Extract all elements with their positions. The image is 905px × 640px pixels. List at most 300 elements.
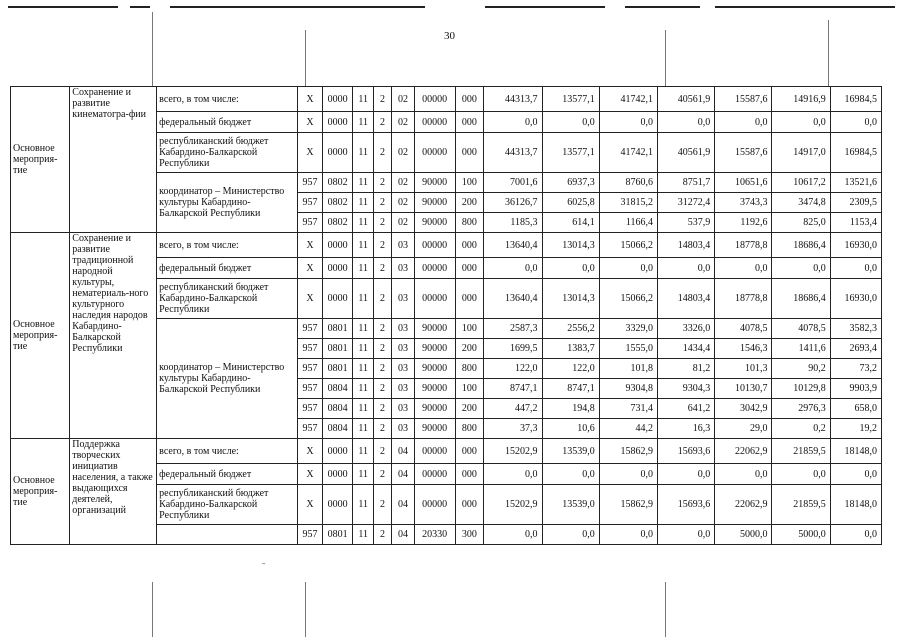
value-cell: 14916,9 [772,87,830,112]
value-cell: 3474,8 [772,193,830,213]
code-cell-rz: 0000 [322,439,353,464]
code-cell-grbs: X [298,439,323,464]
code-cell-grbs: X [298,464,323,485]
value-cell: 1699,5 [484,339,542,359]
code-cell-a: 11 [353,87,373,112]
code-cell-rz: 0000 [322,279,353,319]
code-cell-d: 90000 [414,379,455,399]
code-cell-b: 2 [373,439,391,464]
value-cell: 13577,1 [542,87,599,112]
value-cell: 1185,3 [484,213,542,233]
code-cell-b: 2 [373,399,391,419]
scan-top-line [715,6,895,8]
code-cell-b: 2 [373,339,391,359]
code-cell-b: 2 [373,525,391,545]
value-cell: 0,0 [658,525,715,545]
value-cell: 4078,5 [715,319,772,339]
code-cell-grbs: 957 [298,213,323,233]
value-cell: 0,0 [830,258,881,279]
code-cell-grbs: 957 [298,173,323,193]
code-cell-grbs: X [298,133,323,173]
page-number: 30 [444,30,455,42]
code-cell-a: 11 [353,319,373,339]
value-cell: 9903,9 [830,379,881,399]
value-cell: 18686,4 [772,279,830,319]
column-trace [828,20,829,86]
code-cell-b: 2 [373,419,391,439]
scan-top-line [130,6,150,8]
value-cell: 16984,5 [830,87,881,112]
value-cell: 641,2 [658,399,715,419]
measure-name-cell: Сохранение и развитие кинематогра-фии [70,87,157,233]
code-cell-vr: 000 [455,87,484,112]
table-row [11,233,882,258]
code-cell-vr: 200 [455,339,484,359]
table-row [11,87,882,112]
code-cell-a: 11 [353,339,373,359]
code-cell-grbs: 957 [298,193,323,213]
value-cell: 90,2 [772,359,830,379]
value-cell: 0,2 [772,419,830,439]
code-cell-c: 03 [392,279,414,319]
code-cell-grbs: 957 [298,525,323,545]
value-cell: 37,3 [484,419,542,439]
funding-source-cell: всего, в том числе: [157,233,298,258]
value-cell: 15862,9 [599,485,657,525]
measure-type-cell: Основное мероприя-тие [11,233,70,439]
code-cell-grbs: X [298,87,323,112]
value-cell: 10651,6 [715,173,772,193]
code-cell-d: 20330 [414,525,455,545]
value-cell: 1153,4 [830,213,881,233]
value-cell: 1166,4 [599,213,657,233]
code-cell-rz: 0804 [322,399,353,419]
value-cell: 31272,4 [658,193,715,213]
column-trace [152,582,153,637]
value-cell: 16,3 [658,419,715,439]
value-cell: 40561,9 [658,87,715,112]
code-cell-d: 90000 [414,359,455,379]
code-cell-a: 11 [353,213,373,233]
value-cell: 0,0 [484,525,542,545]
code-cell-d: 00000 [414,133,455,173]
code-cell-c: 03 [392,258,414,279]
code-cell-b: 2 [373,258,391,279]
value-cell: 13539,0 [542,439,599,464]
value-cell: 81,2 [658,359,715,379]
code-cell-vr: 200 [455,193,484,213]
code-cell-c: 03 [392,339,414,359]
code-cell-c: 02 [392,112,414,133]
code-cell-rz: 0000 [322,464,353,485]
code-cell-vr: 800 [455,359,484,379]
value-cell: 22062,9 [715,439,772,464]
value-cell: 0,0 [599,112,657,133]
value-cell: 0,0 [830,525,881,545]
code-cell-b: 2 [373,193,391,213]
code-cell-vr: 300 [455,525,484,545]
value-cell: 537,9 [658,213,715,233]
code-cell-vr: 000 [455,133,484,173]
code-cell-d: 00000 [414,258,455,279]
code-cell-rz: 0802 [322,213,353,233]
column-trace [665,30,666,86]
value-cell: 18778,8 [715,233,772,258]
code-cell-b: 2 [373,133,391,173]
value-cell: 15202,9 [484,485,542,525]
value-cell: 15066,2 [599,233,657,258]
code-cell-grbs: X [298,279,323,319]
value-cell: 731,4 [599,399,657,419]
scan-artifact: ˉ [262,562,266,573]
code-cell-c: 02 [392,133,414,173]
code-cell-d: 00000 [414,485,455,525]
value-cell: 0,0 [542,258,599,279]
code-cell-rz: 0000 [322,233,353,258]
value-cell: 44,2 [599,419,657,439]
value-cell: 3582,3 [830,319,881,339]
value-cell: 73,2 [830,359,881,379]
code-cell-rz: 0000 [322,112,353,133]
value-cell: 5000,0 [715,525,772,545]
value-cell: 29,0 [715,419,772,439]
value-cell: 13640,4 [484,233,542,258]
value-cell: 101,3 [715,359,772,379]
value-cell: 40561,9 [658,133,715,173]
code-cell-c: 02 [392,173,414,193]
value-cell: 13014,3 [542,279,599,319]
code-cell-c: 03 [392,379,414,399]
value-cell: 15587,6 [715,87,772,112]
scan-top-line [8,6,118,8]
funding-source-cell: федеральный бюджет [157,258,298,279]
funding-source-cell: республиканский бюджет Кабардино-Балкарской Республики [157,279,298,319]
funding-source-cell: координатор – Министерство культуры Кабардино-Балкарской Республики [157,319,298,439]
scan-top-line [625,6,700,8]
value-cell: 825,0 [772,213,830,233]
code-cell-c: 03 [392,319,414,339]
value-cell: 0,0 [484,464,542,485]
column-trace [305,30,306,86]
value-cell: 3743,3 [715,193,772,213]
code-cell-d: 00000 [414,279,455,319]
value-cell: 36126,7 [484,193,542,213]
table-row [11,439,882,464]
code-cell-rz: 0802 [322,173,353,193]
value-cell: 8747,1 [484,379,542,399]
code-cell-rz: 0804 [322,419,353,439]
value-cell: 0,0 [542,112,599,133]
value-cell: 1434,4 [658,339,715,359]
code-cell-d: 00000 [414,464,455,485]
value-cell: 0,0 [484,112,542,133]
value-cell: 6937,3 [542,173,599,193]
code-cell-c: 02 [392,213,414,233]
code-cell-grbs: 957 [298,319,323,339]
code-cell-rz: 0000 [322,485,353,525]
code-cell-rz: 0804 [322,379,353,399]
value-cell: 614,1 [542,213,599,233]
value-cell: 0,0 [599,464,657,485]
code-cell-vr: 800 [455,419,484,439]
scan-top-line [485,6,605,8]
code-cell-a: 11 [353,233,373,258]
code-cell-b: 2 [373,173,391,193]
code-cell-a: 11 [353,419,373,439]
code-cell-d: 90000 [414,173,455,193]
code-cell-d: 90000 [414,193,455,213]
value-cell: 15066,2 [599,279,657,319]
code-cell-d: 90000 [414,339,455,359]
value-cell: 10129,8 [772,379,830,399]
value-cell: 8760,6 [599,173,657,193]
code-cell-a: 11 [353,133,373,173]
code-cell-c: 04 [392,485,414,525]
value-cell: 18778,8 [715,279,772,319]
funding-source-cell: федеральный бюджет [157,464,298,485]
code-cell-c: 03 [392,359,414,379]
code-cell-d: 90000 [414,399,455,419]
value-cell: 1192,6 [715,213,772,233]
value-cell: 0,0 [599,258,657,279]
code-cell-grbs: X [298,258,323,279]
value-cell: 10,6 [542,419,599,439]
value-cell: 0,0 [715,258,772,279]
value-cell: 2587,3 [484,319,542,339]
code-cell-vr: 100 [455,319,484,339]
code-cell-c: 02 [392,87,414,112]
value-cell: 0,0 [484,258,542,279]
value-cell: 16984,5 [830,133,881,173]
value-cell: 447,2 [484,399,542,419]
code-cell-a: 11 [353,399,373,419]
value-cell: 0,0 [772,112,830,133]
code-cell-a: 11 [353,193,373,213]
value-cell: 21859,5 [772,439,830,464]
code-cell-grbs: 957 [298,379,323,399]
code-cell-b: 2 [373,112,391,133]
value-cell: 0,0 [658,464,715,485]
value-cell: 0,0 [772,258,830,279]
value-cell: 22062,9 [715,485,772,525]
value-cell: 19,2 [830,419,881,439]
value-cell: 16930,0 [830,279,881,319]
code-cell-a: 11 [353,464,373,485]
value-cell: 18148,0 [830,439,881,464]
column-trace [152,12,153,86]
value-cell: 18148,0 [830,485,881,525]
value-cell: 15862,9 [599,439,657,464]
code-cell-b: 2 [373,279,391,319]
measure-name-cell: Поддержка творческих инициатив населения, а также выдающихся деятелей, организаций [70,439,157,545]
code-cell-b: 2 [373,233,391,258]
code-cell-b: 2 [373,464,391,485]
code-cell-a: 11 [353,258,373,279]
code-cell-vr: 000 [455,112,484,133]
value-cell: 14803,4 [658,279,715,319]
code-cell-vr: 000 [455,233,484,258]
code-cell-c: 02 [392,193,414,213]
code-cell-b: 2 [373,87,391,112]
value-cell: 0,0 [830,464,881,485]
value-cell: 13640,4 [484,279,542,319]
value-cell: 9304,8 [599,379,657,399]
code-cell-c: 04 [392,525,414,545]
funding-source-cell: всего, в том числе: [157,87,298,112]
value-cell: 13014,3 [542,233,599,258]
code-cell-d: 90000 [414,319,455,339]
value-cell: 8751,7 [658,173,715,193]
value-cell: 21859,5 [772,485,830,525]
value-cell: 15587,6 [715,133,772,173]
code-cell-b: 2 [373,213,391,233]
value-cell: 44313,7 [484,133,542,173]
code-cell-vr: 100 [455,379,484,399]
code-cell-a: 11 [353,525,373,545]
code-cell-rz: 0802 [322,193,353,213]
code-cell-d: 90000 [414,213,455,233]
code-cell-vr: 100 [455,173,484,193]
value-cell: 0,0 [715,112,772,133]
value-cell: 13577,1 [542,133,599,173]
code-cell-a: 11 [353,439,373,464]
value-cell: 15693,6 [658,485,715,525]
value-cell: 3042,9 [715,399,772,419]
funding-source-cell: федеральный бюджет [157,112,298,133]
value-cell: 1383,7 [542,339,599,359]
value-cell: 16930,0 [830,233,881,258]
value-cell: 2693,4 [830,339,881,359]
measure-type-cell: Основное мероприя-тие [11,439,70,545]
funding-source-cell: республиканский бюджет Кабардино-Балкарской Республики [157,485,298,525]
code-cell-rz: 0801 [322,359,353,379]
value-cell: 15202,9 [484,439,542,464]
value-cell: 101,8 [599,359,657,379]
code-cell-d: 00000 [414,439,455,464]
code-cell-b: 2 [373,379,391,399]
code-cell-a: 11 [353,112,373,133]
value-cell: 18686,4 [772,233,830,258]
value-cell: 0,0 [542,525,599,545]
code-cell-vr: 800 [455,213,484,233]
value-cell: 0,0 [658,258,715,279]
column-trace [305,582,306,637]
value-cell: 2309,5 [830,193,881,213]
code-cell-a: 11 [353,173,373,193]
value-cell: 0,0 [599,525,657,545]
measure-name-cell: Сохранение и развитие традиционной народной культуры, нематериаль-ного культурного наследия народов Кабардино-Балкарской Республики [70,233,157,439]
code-cell-grbs: X [298,112,323,133]
code-cell-vr: 000 [455,439,484,464]
code-cell-grbs: 957 [298,359,323,379]
code-cell-rz: 0801 [322,525,353,545]
value-cell: 15693,6 [658,439,715,464]
code-cell-vr: 000 [455,258,484,279]
value-cell: 5000,0 [772,525,830,545]
code-cell-grbs: 957 [298,339,323,359]
code-cell-vr: 200 [455,399,484,419]
value-cell: 122,0 [484,359,542,379]
value-cell: 31815,2 [599,193,657,213]
code-cell-grbs: 957 [298,399,323,419]
value-cell: 1411,6 [772,339,830,359]
value-cell: 2976,3 [772,399,830,419]
code-cell-c: 04 [392,439,414,464]
value-cell: 10130,7 [715,379,772,399]
code-cell-a: 11 [353,359,373,379]
value-cell: 1546,3 [715,339,772,359]
code-cell-b: 2 [373,485,391,525]
value-cell: 44313,7 [484,87,542,112]
code-cell-d: 00000 [414,233,455,258]
value-cell: 13521,6 [830,173,881,193]
code-cell-vr: 000 [455,464,484,485]
value-cell: 0,0 [658,112,715,133]
value-cell: 2556,2 [542,319,599,339]
code-cell-c: 03 [392,419,414,439]
value-cell: 9304,3 [658,379,715,399]
code-cell-grbs: X [298,233,323,258]
value-cell: 658,0 [830,399,881,419]
code-cell-d: 00000 [414,112,455,133]
value-cell: 194,8 [542,399,599,419]
value-cell: 0,0 [715,464,772,485]
funding-source-cell: республиканский бюджет Кабардино-Балкарской Республики [157,133,298,173]
code-cell-c: 03 [392,233,414,258]
value-cell: 8747,1 [542,379,599,399]
value-cell: 1555,0 [599,339,657,359]
value-cell: 0,0 [542,464,599,485]
funding-source-cell: координатор – Министерство культуры Кабардино-Балкарской Республики [157,173,298,233]
code-cell-b: 2 [373,319,391,339]
value-cell: 0,0 [772,464,830,485]
value-cell: 3329,0 [599,319,657,339]
code-cell-rz: 0000 [322,258,353,279]
funding-source-cell [157,525,298,545]
value-cell: 122,0 [542,359,599,379]
value-cell: 13539,0 [542,485,599,525]
code-cell-d: 90000 [414,419,455,439]
code-cell-vr: 000 [455,485,484,525]
column-trace [665,582,666,637]
value-cell: 6025,8 [542,193,599,213]
code-cell-a: 11 [353,485,373,525]
code-cell-grbs: 957 [298,419,323,439]
code-cell-vr: 000 [455,279,484,319]
value-cell: 4078,5 [772,319,830,339]
value-cell: 41742,1 [599,87,657,112]
code-cell-a: 11 [353,279,373,319]
value-cell: 14917,0 [772,133,830,173]
scan-top-line [170,6,425,8]
code-cell-rz: 0000 [322,133,353,173]
code-cell-rz: 0801 [322,339,353,359]
code-cell-b: 2 [373,359,391,379]
budget-table [10,86,882,545]
code-cell-a: 11 [353,379,373,399]
measure-type-cell: Основное мероприя-тие [11,87,70,233]
code-cell-rz: 0801 [322,319,353,339]
value-cell: 3326,0 [658,319,715,339]
code-cell-c: 04 [392,464,414,485]
value-cell: 14803,4 [658,233,715,258]
code-cell-c: 03 [392,399,414,419]
value-cell: 7001,6 [484,173,542,193]
code-cell-grbs: X [298,485,323,525]
value-cell: 0,0 [830,112,881,133]
value-cell: 10617,2 [772,173,830,193]
funding-source-cell: всего, в том числе: [157,439,298,464]
